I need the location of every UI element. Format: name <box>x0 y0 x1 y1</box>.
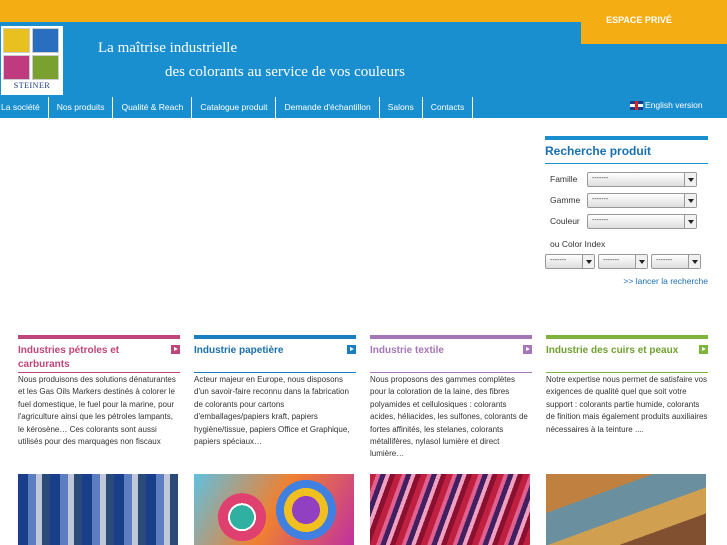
industry-title[interactable] <box>194 339 356 371</box>
industry-title-label: Industries pétroles et carburants <box>18 345 120 370</box>
industry-title[interactable] <box>370 339 532 371</box>
famille-select-value: ------- <box>592 174 609 182</box>
couleur-label: Couleur <box>550 216 580 226</box>
industry-card-papetiere <box>194 335 356 545</box>
gamme-label: Gamme <box>550 195 581 205</box>
chevron-down-icon <box>684 194 696 207</box>
product-search-panel <box>545 136 708 286</box>
tagline-line1: La maîtrise industrielle <box>98 40 238 56</box>
industry-title-label: Industrie des cuirs et peaux <box>546 345 679 356</box>
logo-image <box>3 28 59 80</box>
industry-description: Nous proposons des gammes complètes pour la coloration de la laine, des fibres polyamides et cellulosiques : colorants acides, héliacides, les sulfones, colorants de fortes affinités, les stelanes, colorants métallifères, nylasol lumière et direct lumière… <box>370 375 528 459</box>
couleur-select-value: ------- <box>592 216 609 224</box>
industry-card-cuirs <box>546 335 708 545</box>
industry-description: Acteur majeur en Europe, nous disposons d'un savoir-faire reconnu dans la fabrication de colorants pour cartons d'emballages/papiers kraft, papiers hygiène/tissue, papiers Office et Graphique, papiers spéciaux… <box>194 375 350 447</box>
english-version-label: English version <box>645 100 703 110</box>
industry-title[interactable] <box>18 339 180 371</box>
nav-item-salons[interactable]: Salons <box>379 97 422 118</box>
famille-select[interactable] <box>587 172 697 187</box>
industry-card-textile <box>370 335 532 545</box>
industry-title-label: Industrie textile <box>370 345 444 356</box>
industry-image-cuirs[interactable] <box>546 474 706 545</box>
couleur-select[interactable] <box>587 214 697 229</box>
industry-image-petrole[interactable] <box>18 474 178 545</box>
nav-item-qualite-reach[interactable]: Qualité & Reach <box>112 97 191 118</box>
chevron-down-icon <box>688 255 700 268</box>
arrow-right-icon[interactable] <box>171 345 180 354</box>
logo-text: STEINER <box>13 81 51 90</box>
arrow-right-icon[interactable] <box>699 345 708 354</box>
tagline-line2: des colorants au service de vos couleurs <box>165 64 405 80</box>
main-nav <box>0 97 473 118</box>
color-index-label: ou Color Index <box>550 239 606 249</box>
chevron-down-icon <box>635 255 647 268</box>
gamme-select[interactable] <box>587 193 697 208</box>
gamme-select-value: ------- <box>592 195 609 203</box>
nav-item-produits[interactable]: Nos produits <box>48 97 113 118</box>
nav-item-catalogue[interactable]: Catalogue produit <box>191 97 275 118</box>
industry-title-label: Industrie papetière <box>194 345 284 356</box>
color-index-select-2[interactable] <box>598 254 648 269</box>
logo[interactable] <box>1 26 63 95</box>
industry-description: Notre expertise nous permet de satisfaire vos exigences de qualité quel que soit votre support : colorants partie humide, colorants de finition mais également produits auxiliaires nécessaires à la teinture .... <box>546 375 708 434</box>
color-index-select-1-value: ------- <box>550 257 567 264</box>
nav-item-echantillon[interactable]: Demande d'échantillon <box>275 97 378 118</box>
chevron-down-icon <box>684 173 696 186</box>
espace-prive-button[interactable]: ESPACE PRIVÉ <box>581 0 727 44</box>
color-index-select-1[interactable] <box>545 254 595 269</box>
launch-search-link[interactable]: >> lancer la recherche <box>623 276 708 286</box>
color-index-select-3-value: ------- <box>656 257 673 264</box>
search-title: Recherche produit <box>545 140 708 164</box>
industry-description: Nous produisons des solutions dénaturantes et les Gas Oils Markers destinés à colorer le fuel domestique, le fuel pour la marine, pour l'agriculture ainsi que les pétroles lampants, le kérosène… Ces colorants sont aussi utilisés pour des marquages non fiscaux <box>18 375 176 447</box>
color-index-selects <box>545 254 708 269</box>
famille-label: Famille <box>550 174 578 184</box>
color-index-select-3[interactable] <box>651 254 701 269</box>
english-version-link[interactable] <box>630 100 703 110</box>
chevron-down-icon <box>582 255 594 268</box>
industry-image-textile[interactable] <box>370 474 530 545</box>
uk-flag-icon <box>630 101 643 110</box>
industry-title[interactable] <box>546 339 708 371</box>
chevron-down-icon <box>684 215 696 228</box>
nav-item-societe[interactable]: La société <box>1 102 40 112</box>
arrow-right-icon[interactable] <box>523 345 532 354</box>
industry-card-petrole <box>18 335 180 545</box>
industry-image-papetiere[interactable] <box>194 474 354 545</box>
nav-item-contacts[interactable]: Contacts <box>422 97 474 118</box>
color-index-select-2-value: ------- <box>603 257 620 264</box>
arrow-right-icon[interactable] <box>347 345 356 354</box>
